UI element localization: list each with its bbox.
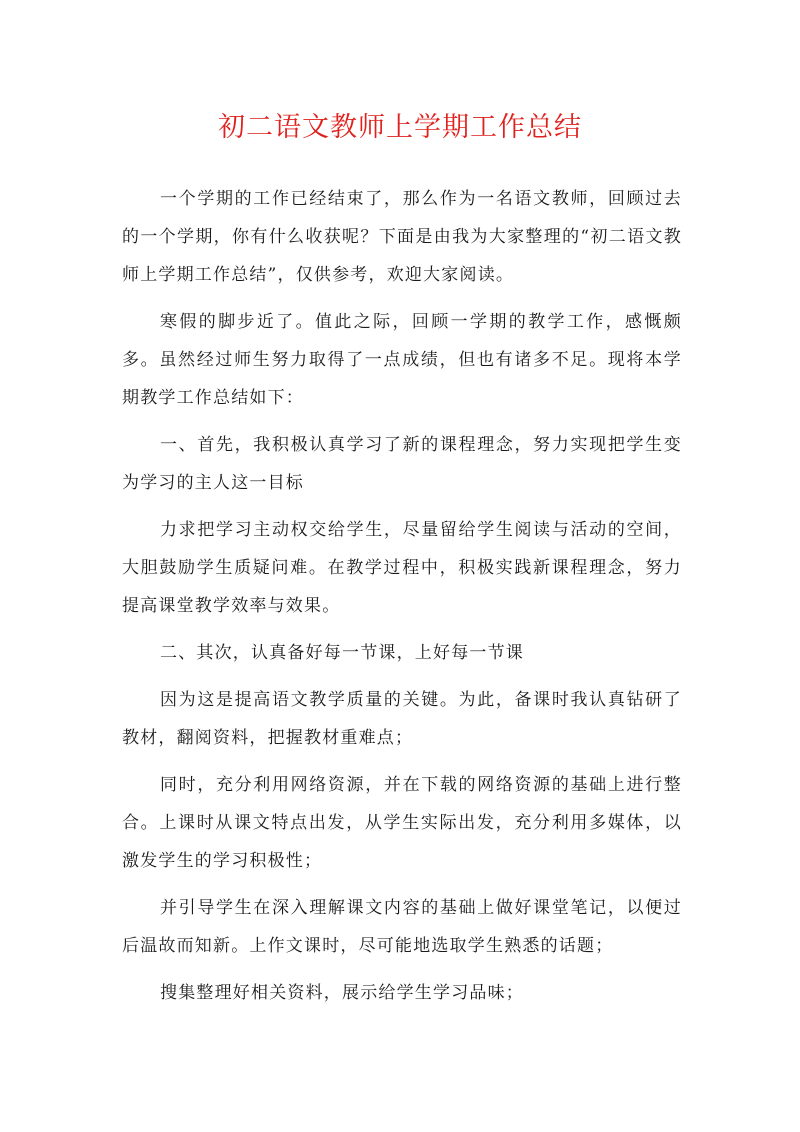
paragraph-materials: 搜集整理好相关资料，展示给学生学习品味； xyxy=(160,983,524,1003)
paragraph-lesson-prep: 因为这是提高语文教学质量的关键。为此，备课时我认真钻研了教材，翻阅资料，把握教材重难点； xyxy=(122,690,682,748)
paragraph-network-resources: 同时，充分利用网络资源，并在下载的网络资源的基础上进行整合。上课时从课文特点出发，从学生实际出发，充分利用多媒体，以激发学生的学习积极性； xyxy=(122,775,682,871)
section-heading-one: 一、首先，我积极认真学习了新的课程理念，努力实现把学生变为学习的主人这一目标 xyxy=(122,435,682,493)
document-title: 初二语文教师上学期工作总结 xyxy=(218,112,582,143)
paragraph-class-notes: 并引导学生在深入理解课文内容的基础上做好课堂笔记，以便过后温故而知新。上作文课时，尽可能地选取学生熟悉的话题； xyxy=(122,898,682,956)
document-body xyxy=(122,180,682,1021)
paragraph-overview: 寒假的脚步近了。值此之际，回顾一学期的教学工作，感慨颇多。虽然经过师生努力取得了一点成绩，但也有诸多不足。现将本学期教学工作总结如下： xyxy=(122,312,682,408)
section-heading-two: 二、其次，认真备好每一节课，上好每一节课 xyxy=(160,643,524,663)
paragraph-intro: 一个学期的工作已经结束了，那么作为一名语文教师，回顾过去的一个学期，你有什么收获呢？下面是由我为大家整理的“初二语文教师上学期工作总结”，仅供参考，欢迎大家阅读。 xyxy=(122,189,682,285)
paragraph-section-one: 力求把学习主动权交给学生，尽量留给学生阅读与活动的空间，大胆鼓励学生质疑问难。在教学过程中，积极实践新课程理念，努力提高课堂教学效率与效果。 xyxy=(122,520,682,616)
